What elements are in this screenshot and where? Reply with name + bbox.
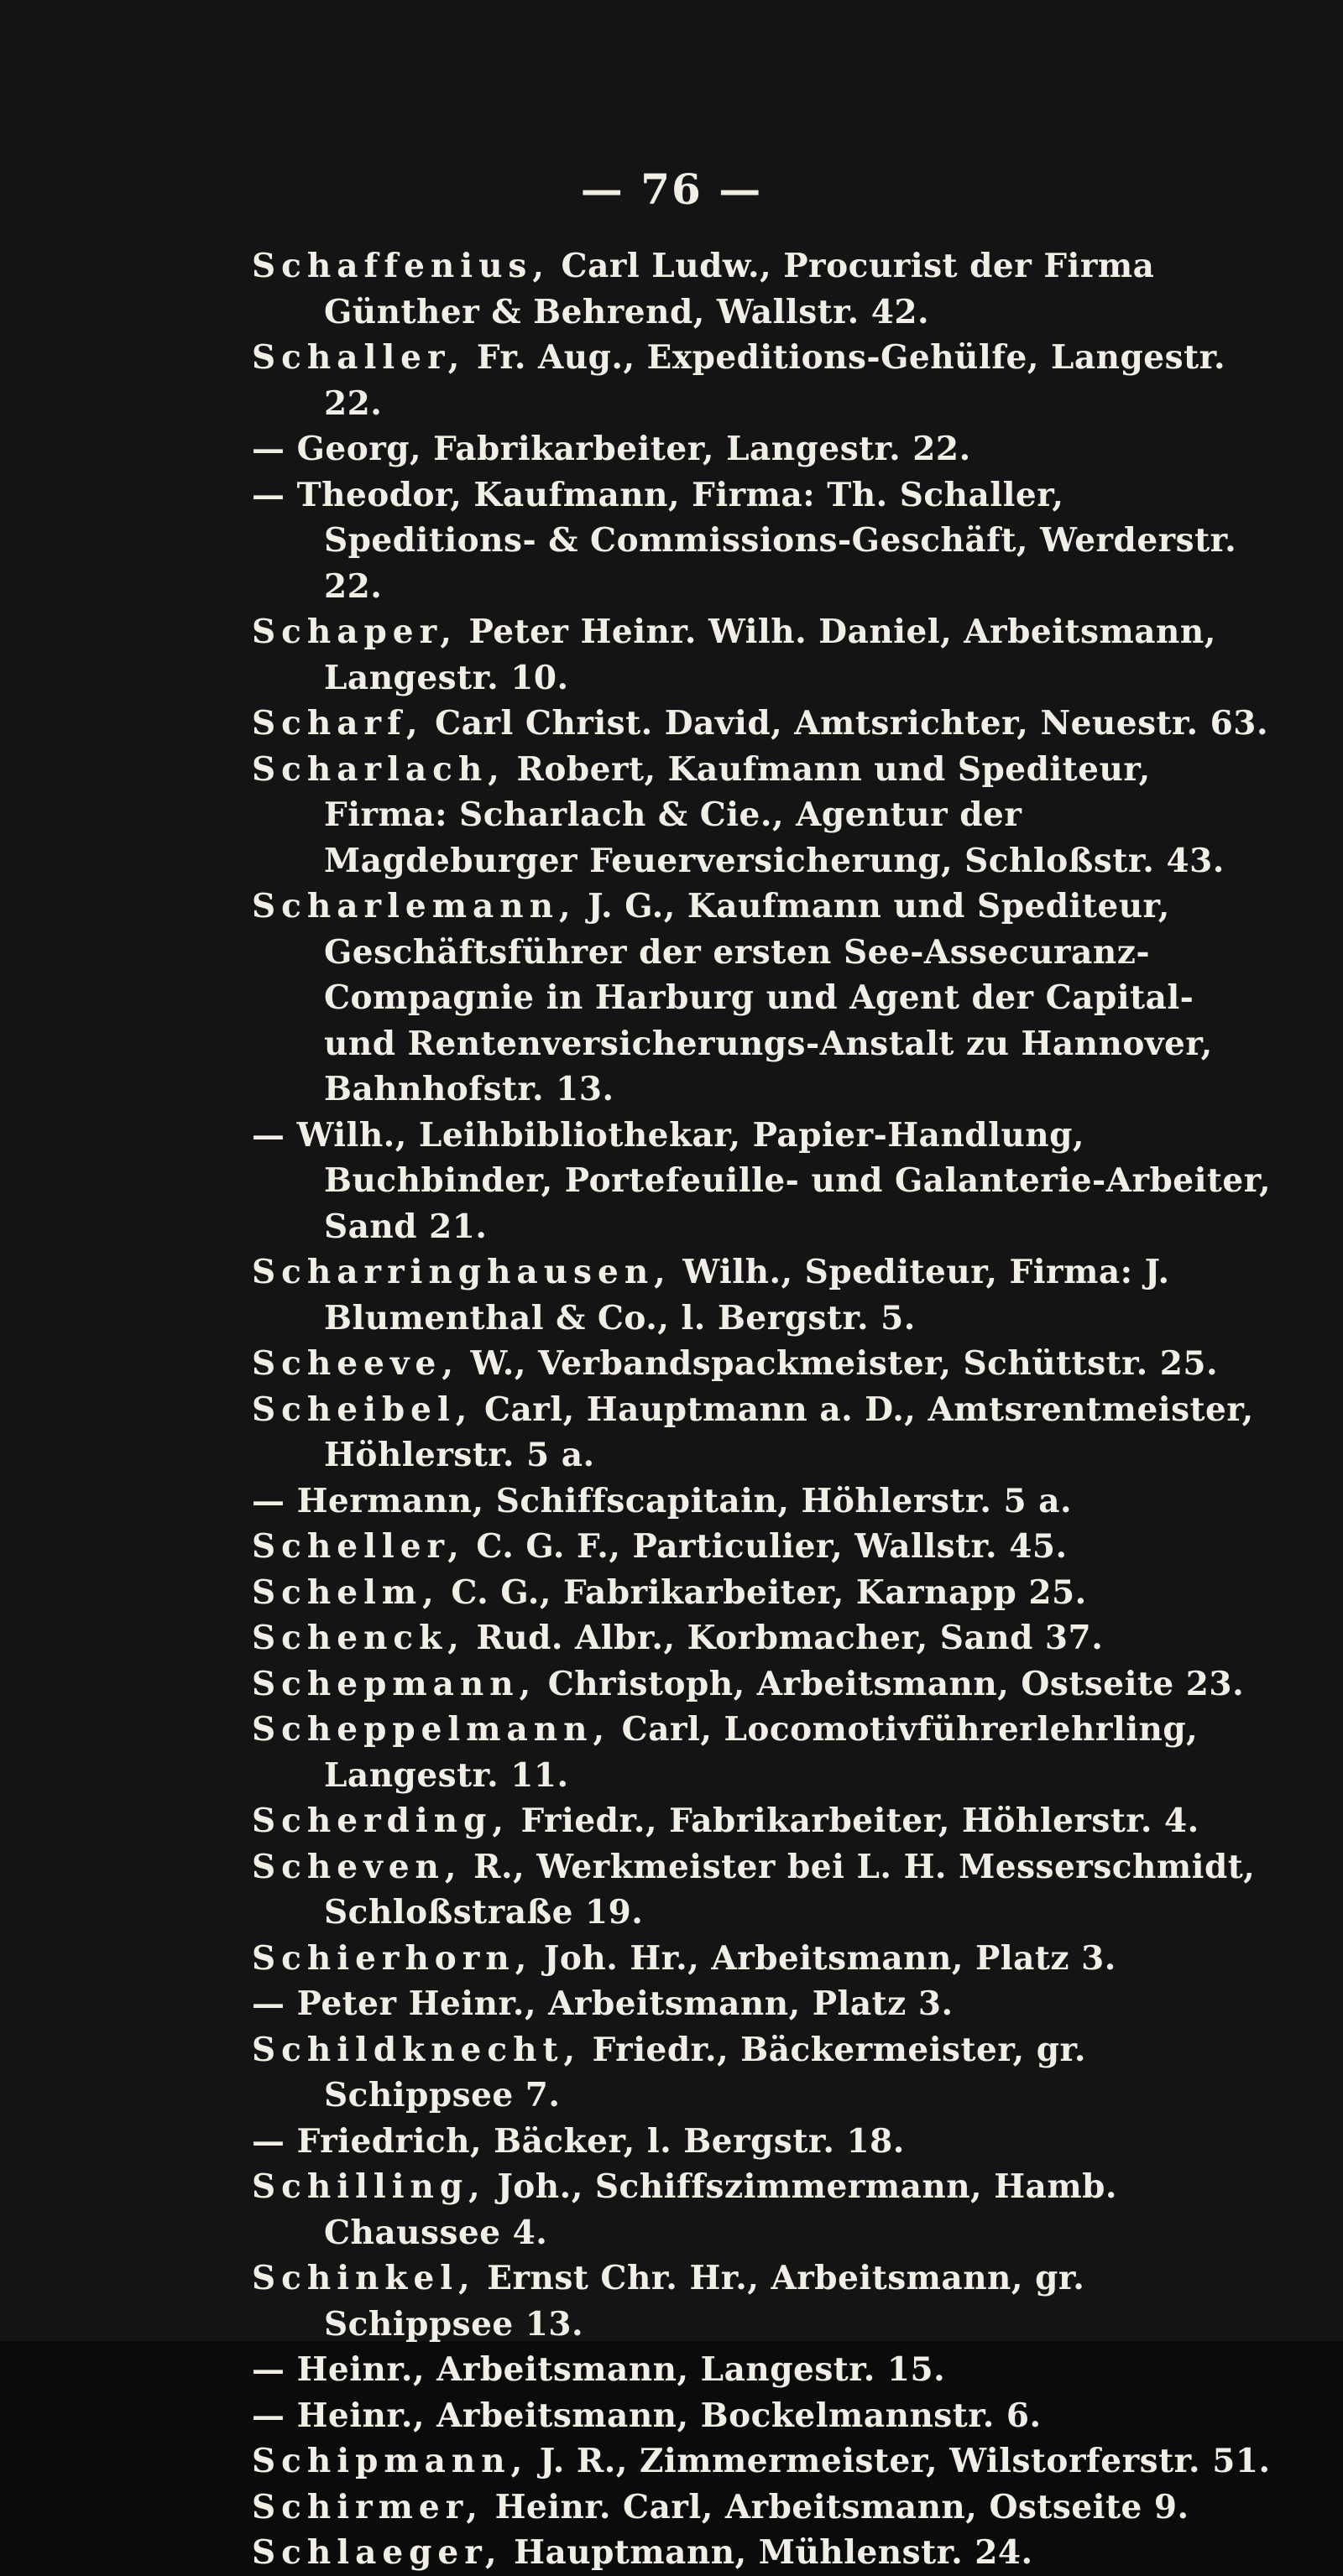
- entry-details: Heinr. Carl, Arbeitsmann, Ostseite 9.: [494, 2487, 1189, 2526]
- directory-entry: [252, 1570, 1276, 1616]
- directory-entry: [252, 2438, 1276, 2485]
- directory-entry: [252, 1844, 1276, 1936]
- directory-entry: [252, 1387, 1276, 1478]
- entry-details: Robert, Kaufmann und Spediteur, Firma: Scharlach & Cie., Agentur der Magdeburger Feuerversicherung, Schloßstr. 43.: [324, 749, 1225, 880]
- entry-surname: Schaper,: [252, 613, 457, 651]
- entry-details: Fr. Aug., Expeditions-Gehülfe, Langestr. 22.: [324, 338, 1226, 423]
- entry-surname: Schipmann,: [252, 2442, 529, 2480]
- entry-surname: Schildknecht,: [252, 2030, 582, 2069]
- entry-details: Joh., Schiffszimmermann, Hamb. Chaussee 4.: [324, 2167, 1117, 2252]
- entry-details: J. R., Zimmermeister, Wilstorferstr. 51.: [539, 2442, 1271, 2480]
- entry-details: Peter Heinr. Wilh. Daniel, Arbeitsmann, Langestr. 10.: [324, 613, 1216, 697]
- entry-surname: Schaffenius,: [252, 247, 550, 285]
- entry-list: [252, 243, 1276, 2576]
- directory-entry: [252, 1798, 1276, 1844]
- entry-details: Carl, Hauptmann a. D., Amtsrentmeister, Höhlerstr. 5 a.: [324, 1390, 1254, 1474]
- directory-entry: [252, 1249, 1276, 1341]
- entry-details: — Peter Heinr., Arbeitsmann, Platz 3.: [252, 1984, 954, 2023]
- entry-surname: Schierhorn,: [252, 1938, 533, 1978]
- entry-details: W., Verbandspackmeister, Schüttstr. 25.: [470, 1344, 1219, 1383]
- entry-surname: Scheeve,: [252, 1344, 459, 1383]
- directory-entry: [252, 2119, 1276, 2165]
- entry-surname: Schenck,: [252, 1619, 465, 1657]
- entry-surname: Scheibel,: [252, 1390, 473, 1429]
- entry-details: — Theodor, Kaufmann, Firma: Th. Schaller, Speditions- & Commissions-Geschäft, Werderstr. 22.: [252, 475, 1237, 606]
- entry-details: Wilh., Spediteur, Firma: J. Blumenthal & Co., l. Bergstr. 5.: [324, 1253, 1170, 1338]
- entry-surname: Schaller,: [252, 338, 466, 377]
- directory-entry: [252, 472, 1276, 610]
- entry-surname: Schilling,: [252, 2167, 486, 2206]
- entry-details: C. G. F., Particulier, Wallstr. 45.: [476, 1527, 1068, 1566]
- directory-entry: [252, 2530, 1276, 2576]
- entry-details: Carl, Locomotivführerlehrling, Langestr. 11.: [324, 1710, 1199, 1795]
- entry-details: Carl Christ. David, Amtsrichter, Neuestr. 63.: [435, 704, 1269, 743]
- directory-entry: [252, 1981, 1276, 2027]
- entry-details: Hauptmann, Mühlenstr. 24.: [514, 2533, 1033, 2572]
- directory-entry: [252, 243, 1276, 335]
- entry-surname: Schirmer,: [252, 2487, 483, 2526]
- directory-entry: [252, 1113, 1276, 1250]
- entry-details: Christoph, Arbeitsmann, Ostseite 23.: [547, 1664, 1245, 1703]
- entry-surname: Scheppelmann,: [252, 1710, 611, 1749]
- entry-surname: Schlaeger,: [252, 2533, 503, 2572]
- entry-surname: Schelm,: [252, 1572, 440, 1612]
- entry-surname: Scharlach,: [252, 749, 505, 789]
- entry-surname: Schepmann,: [252, 1664, 537, 1703]
- directory-entry: [252, 609, 1276, 701]
- directory-entry: [252, 1478, 1276, 1525]
- entry-details: R., Werkmeister bei L. H. Messerschmidt, Schloßstraße 19.: [324, 1847, 1256, 1932]
- directory-entry: [252, 335, 1276, 426]
- entry-surname: Scharlemann,: [252, 887, 577, 926]
- entry-details: Friedr., Fabrikarbeiter, Höhlerstr. 4.: [520, 1802, 1199, 1840]
- directory-entry: [252, 2027, 1276, 2119]
- directory-entry: [252, 1524, 1276, 1570]
- directory-entry: [252, 701, 1276, 747]
- entry-details: — Heinr., Arbeitsmann, Bockelmannstr. 6.: [252, 2396, 1042, 2435]
- entry-details: — Wilh., Leihbibliothekar, Papier-Handlung, Buchbinder, Portefeuille- und Galanterie-Arbeiter, Sand 21.: [252, 1115, 1272, 1246]
- entry-surname: Scheller,: [252, 1527, 465, 1566]
- entry-surname: Scheven,: [252, 1847, 462, 1886]
- entry-surname: Schinkel,: [252, 2259, 476, 2297]
- entry-details: Rud. Albr., Korbmacher, Sand 37.: [476, 1619, 1104, 1657]
- directory-entry: [252, 2255, 1276, 2347]
- directory-entry: [252, 1615, 1276, 1661]
- entry-details: — Friedrich, Bäcker, l. Bergstr. 18.: [252, 2121, 905, 2161]
- directory-entry: [252, 1707, 1276, 1798]
- entry-details: J. G., Kaufmann und Spediteur, Geschäftsführer der ersten See-Assecuranz-Compagnie in Harburg und Agent der Capital- und Rentenversicherungs-Anstalt zu Hannover, Bahnhofstr. 13.: [324, 887, 1213, 1108]
- entry-surname: Scharf,: [252, 704, 424, 743]
- entry-details: — Heinr., Arbeitsmann, Langestr. 15.: [252, 2350, 946, 2389]
- entry-details: Carl Ludw., Procurist der Firma Günther & Behrend, Wallstr. 42.: [324, 247, 1155, 331]
- entry-details: — Georg, Fabrikarbeiter, Langestr. 22.: [252, 430, 971, 468]
- directory-entry: [252, 2393, 1276, 2439]
- directory-entry: [252, 1661, 1276, 1708]
- entry-details: C. G., Fabrikarbeiter, Karnapp 25.: [451, 1572, 1087, 1612]
- directory-entry: [252, 426, 1276, 472]
- entry-details: Friedr., Bäckermeister, gr. Schippsee 7.: [324, 2030, 1087, 2115]
- directory-entry: [252, 747, 1276, 884]
- entry-surname: Scherding,: [252, 1802, 510, 1840]
- entry-surname: Scharringhausen,: [252, 1253, 672, 1291]
- directory-entry: [252, 1936, 1276, 1982]
- entry-details: Ernst Chr. Hr., Arbeitsmann, gr. Schippsee 13.: [324, 2259, 1085, 2344]
- entry-details: — Hermann, Schiffscapitain, Höhlerstr. 5 a.: [252, 1481, 1073, 1520]
- page-number: — 76 —: [580, 164, 763, 214]
- directory-entry: [252, 2347, 1276, 2393]
- entry-details: Joh. Hr., Arbeitsmann, Platz 3.: [543, 1938, 1116, 1978]
- directory-entry: [252, 1341, 1276, 1387]
- directory-entry: [252, 2164, 1276, 2255]
- directory-entry: [252, 884, 1276, 1113]
- directory-entry: [252, 2485, 1276, 2531]
